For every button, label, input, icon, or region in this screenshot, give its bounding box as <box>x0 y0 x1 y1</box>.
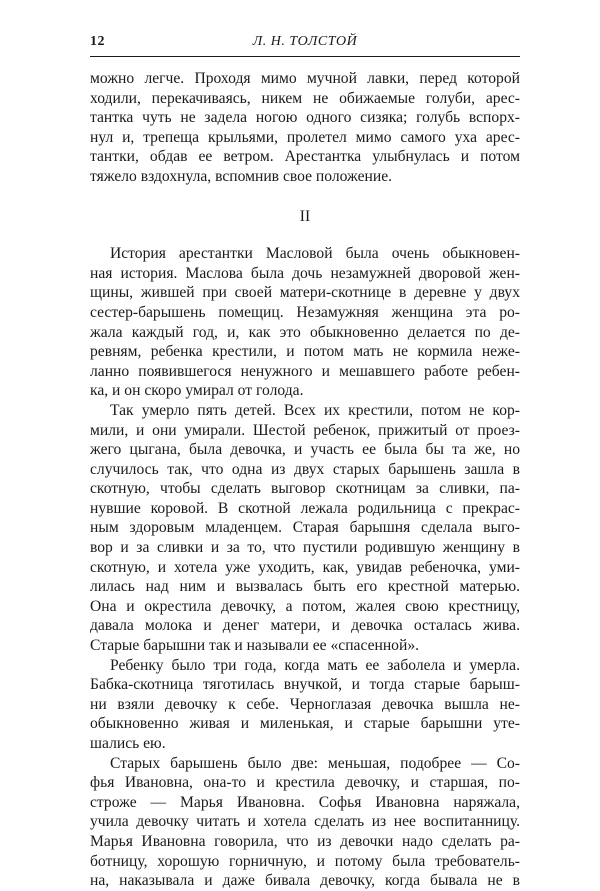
paragraph <box>90 244 520 401</box>
text-line: ланно появившегося ненужного и мешавшего работе ребен- <box>90 362 520 380</box>
text-line: нул и, трепеща крыльями, пролетел мимо самого уха арес- <box>90 128 520 146</box>
text-line: Она и окрестила девочку, а потом, жалея свою крестницу, <box>90 597 520 615</box>
text-line: щины, жившей при своей матери-скотнице в деревне у двух <box>90 284 520 302</box>
paragraph <box>90 754 520 891</box>
text-line: История арестантки Масловой была очень обыкновен- <box>110 245 520 263</box>
text-line: обыкновенно живая и миленькая, и старые барышни уте- <box>90 715 520 733</box>
text-line: скотную, чтобы сделать выговор скотницам за сливки, па- <box>90 480 520 498</box>
text-line: Старых барышень было две: меньшая, подобрее — Со- <box>110 754 520 772</box>
book-page <box>90 30 520 891</box>
text-line: шались ею. <box>90 735 166 752</box>
text-line: ходили, перекачиваясь, никем не обижаемые голуби, арес- <box>90 89 520 107</box>
running-header <box>90 30 520 57</box>
text-line: сестер-барышень помещиц. Незамужняя женщина эта ро- <box>90 303 520 321</box>
text-line: жего цыгана, была девочка, и участь ее была бы та же, но <box>90 441 520 459</box>
text-line: Так умерло пять детей. Всех их крестили, потом не кор- <box>110 401 520 419</box>
text-line: строже — Марья Ивановна. Софья Ивановна наряжала, <box>90 793 520 811</box>
text-line: Бабка-скотница тяготилась внучкой, и тогда старые барыш- <box>90 676 520 694</box>
text-line: Марья Ивановна говорила, что из девочки надо сделать ра- <box>90 832 520 850</box>
text-line: ка, и он скоро умирал от голода. <box>90 382 304 400</box>
text-line: на, наказывала и даже бивала девочку, когда бывала не в <box>90 872 520 890</box>
paragraph-continuation <box>90 69 520 187</box>
text-line: Старые барышни так и называли ее «спасенной». <box>90 637 420 655</box>
text-line: жала каждый год, и, как это обыкновенно делается по де- <box>90 323 520 341</box>
paragraph <box>90 401 520 656</box>
text-line: давала молока и денег матери, и девочка осталась жива. <box>90 617 520 635</box>
text-line: мили, и они умирали. Шестой ребенок, прижитый от проез- <box>90 421 520 439</box>
text-line: можно легче. Проходя мимо мучной лавки, перед которой <box>90 70 520 87</box>
paragraph <box>90 656 520 754</box>
text-line: ным здоровым младенцем. Старая барышня сделала выго- <box>90 519 520 537</box>
text-line: лилась над ним и вызвалась быть его крестной матерью. <box>90 578 520 596</box>
chapter-heading: II <box>299 207 311 225</box>
text-line: скотную, и хотела уже уходить, как, увидав ребеночка, уми- <box>90 558 520 576</box>
text-line: тантки, обдав ее ветром. Арестантка улыбнулась и потом <box>90 148 520 166</box>
text-line: Ребенку было три года, когда мать ее заболела и умерла. <box>110 656 520 674</box>
text-line: ревням, ребенка крестили, и потом мать не кормила нежe- <box>90 343 520 361</box>
text-line: ни взяли девочку к себе. Черноглазая девочка вышла не- <box>90 695 520 713</box>
text-line: ботницу, хорошую горничную, и потому была требователь- <box>90 852 520 870</box>
text-line: фья Ивановна, она-то и крестила девочку, и старшая, по- <box>90 774 520 792</box>
text-line: случилось так, что одна из двух старых барышень зашла в <box>90 460 520 478</box>
text-line: ная история. Маслова была дочь незамужней дворовой жен- <box>90 264 520 282</box>
text-line: нувшие коровой. В скотной лежала родильница с прекрас- <box>90 499 520 517</box>
text-line: тяжело вздохнула, вспомнив свое положение. <box>90 167 393 185</box>
text-line: тантка чуть не задела ногою одного сизяка; голубь вспорх- <box>90 109 520 127</box>
running-header-title: Л. Н. ТОЛСТОЙ <box>252 34 358 49</box>
text-line: вор и за сливки и за то, что пустили родившую женщину в <box>90 539 520 557</box>
page-number: 12 <box>90 34 105 49</box>
text-line: учила девочку читать и хотела сделать из нее воспитанницу. <box>90 813 520 831</box>
